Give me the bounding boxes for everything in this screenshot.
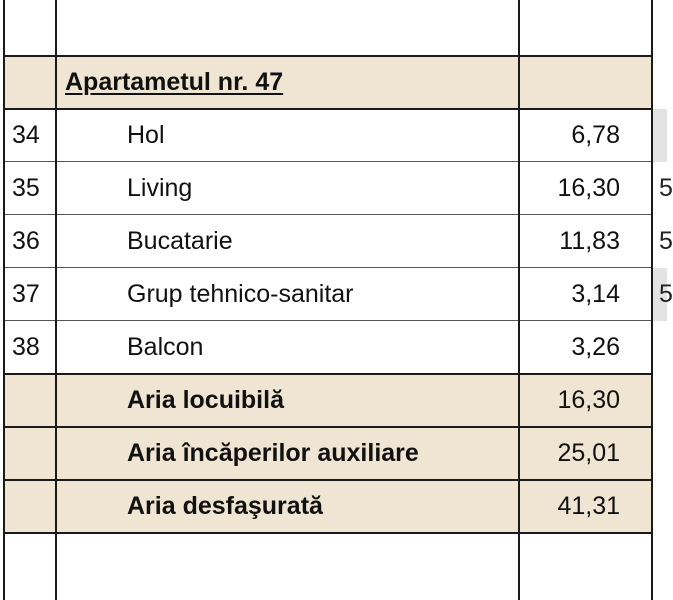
table-row: [0, 268, 673, 321]
section-header-row: [0, 56, 667, 109]
total-num-cell: [4, 427, 56, 480]
header-area-cell: [519, 56, 652, 109]
grid-line: [3, 0, 5, 600]
total-num-cell: [4, 374, 56, 427]
total-row-living-area: [0, 374, 667, 427]
table-row: [0, 321, 667, 374]
room-name: Balcon: [127, 333, 204, 361]
extra-column-cell: [652, 321, 667, 374]
grid-line: [518, 0, 520, 600]
total-value: 16,30: [519, 374, 652, 427]
row-number: 37: [12, 280, 40, 308]
table-row: [0, 109, 667, 162]
extra-column-cell: 5: [659, 227, 673, 255]
grid-line: [4, 108, 652, 110]
total-row-auxiliary-area: [0, 427, 667, 480]
grid-line: [4, 373, 652, 375]
grid-line: [4, 426, 652, 428]
grid-line: [4, 55, 652, 57]
room-area: 11,83: [559, 227, 620, 255]
grid-line: [55, 0, 57, 600]
grid-line: [651, 0, 653, 600]
room-name: Bucatarie: [127, 227, 233, 255]
total-label: Aria încăperilor auxiliare: [56, 427, 519, 480]
row-number: 38: [12, 333, 40, 361]
total-label: Aria desfaşurată: [56, 480, 519, 533]
section-title: Apartametul nr. 47: [65, 68, 284, 96]
room-area: 3,26: [571, 333, 620, 361]
grid-line: [4, 161, 652, 162]
grid-line: [4, 320, 652, 321]
header-num-cell: [4, 56, 56, 109]
table-row: [0, 215, 673, 268]
grid-line: [4, 532, 652, 534]
total-label: Aria locuibilă: [56, 374, 519, 427]
extra-column-cell: 5: [659, 174, 673, 202]
room-area: 6,78: [571, 121, 620, 149]
row-number: 36: [12, 227, 40, 255]
row-number: 35: [12, 174, 40, 202]
room-name: Living: [127, 174, 193, 202]
room-name: Hol: [127, 121, 165, 149]
grid-line: [4, 267, 652, 268]
total-row-built-area: [0, 480, 667, 533]
grid-line: [4, 214, 652, 215]
extra-column-cell: 5: [652, 268, 667, 321]
room-area: 16,30: [557, 174, 620, 202]
extra-column-cell: [652, 109, 667, 162]
room-name: Grup tehnico-sanitar: [127, 280, 354, 308]
table-row: [0, 162, 673, 215]
room-area: 3,14: [571, 280, 620, 308]
table-row-empty-top: [0, 0, 667, 56]
total-num-cell: [4, 480, 56, 533]
grid-line: [4, 479, 652, 481]
table-row-empty-bottom: [0, 533, 667, 600]
total-value: 41,31: [519, 480, 652, 533]
total-value: 25,01: [519, 427, 652, 480]
row-number: 34: [12, 121, 40, 149]
header-title-cell: [56, 56, 519, 109]
